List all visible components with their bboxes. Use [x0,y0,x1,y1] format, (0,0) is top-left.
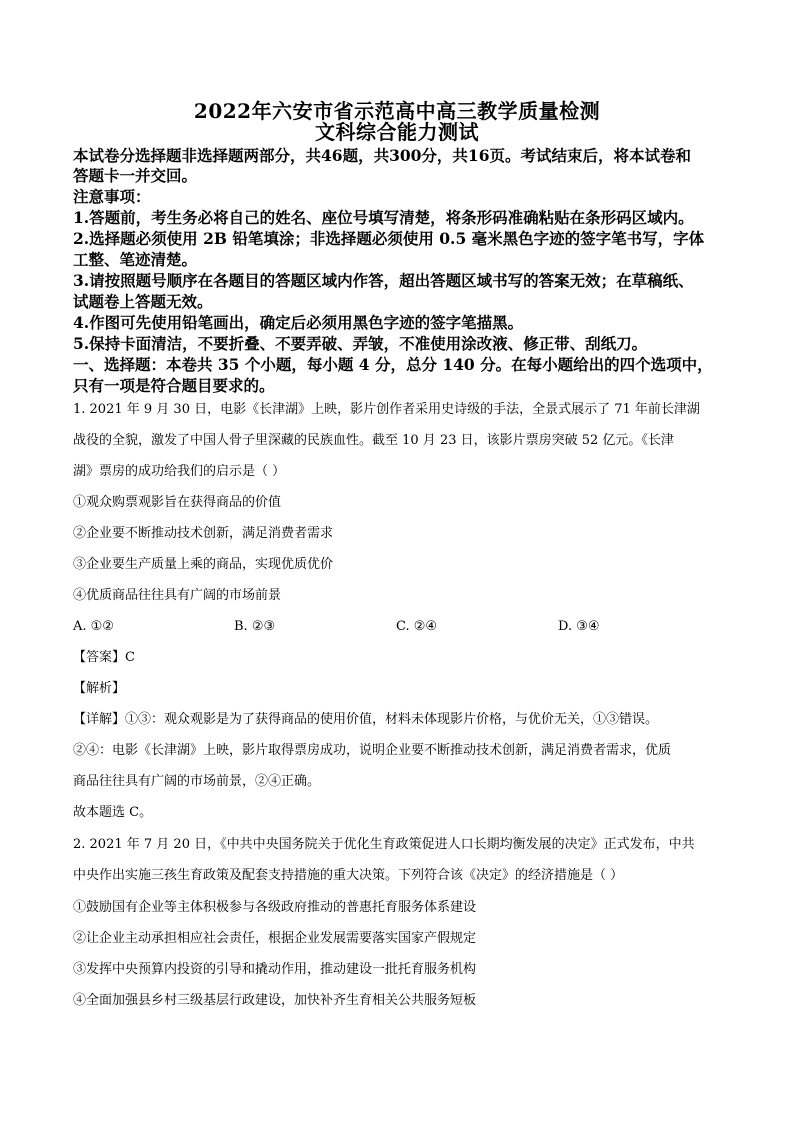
q1-item-3: ③企业要生产质量上乘的商品，实现优质优价 [73,557,334,572]
q1-detail-line-1 [73,710,733,730]
q1-answer [73,648,733,668]
q1-option-a: A. ①② [73,619,114,634]
q1-stem-line-3: 湖》票房的成功给我们的启示是（ ） [73,464,286,479]
detail-text-1: ①③：观众观影是为了获得商品的使用价值，材料未体现影片价格，与优价无关，①③错误。 [125,712,659,727]
q2-item-3: ③发挥中央预算内投资的引导和撬动作用，推动建设一批托育服务机构 [73,962,477,977]
note-3a: 3.请按照题号顺序在各题目的答题区域内作答，超出答题区域书写的答案无效；在草稿纸、 [73,271,694,290]
detail-tag: 【详解】 [73,712,126,727]
note-2a: 2.选择题必须使用 2B 铅笔填涂；非选择题必须使用 0.5 毫米黑色字迹的签字笔书写，字体 [73,229,705,248]
q2-item-4: ④全面加强县乡村三级基层行政建设，加快补齐生育相关公共服务短板 [73,993,477,1008]
q1-detail-line-3: 商品往往具有广阔的市场前景，②④正确。 [73,774,321,789]
q1-stem-line-1: 1. 2021 年 9 月 30 日，电影《长津湖》上映，影片创作者采用史诗级的手法，全景式展示了 71 年前长津湖 [73,402,700,417]
q1-item-4: ④优质商品往往具有广阔的市场前景 [73,588,282,603]
page-title: 2022年六安市省示范高中高三教学质量检测 [193,99,601,123]
answer-tag: 【答案】 [73,650,126,665]
q2-stem-line-2: 中央作出实施三孩生育政策及配套支持措施的重大决策。下列符合该《决定》的经济措施是（ ） [73,868,624,883]
page-subtitle: 文科综合能力测试 [315,120,479,144]
notes-heading: 注意事项： [73,187,151,206]
note-3b: 试题卷上答题无效。 [73,292,213,311]
note-1: 1.答题前，考生务必将自己的姓名、座位号填写清楚，将条形码准确粘贴在条形码区域内。 [73,208,694,227]
intro-line-1: 本试卷分选择题非选择题两部分，共46题，共300分，共16页。考试结束后，将本试卷和 [73,146,691,165]
q1-detail-line-2: ②④：电影《长津湖》上映，影片取得票房成功，说明企业要不断推动技术创新，满足消费者需求，优质 [73,743,672,758]
q2-item-2: ②让企业主动承担相应社会责任，根据企业发展需要落实国家产假规定 [73,931,477,946]
q1-item-2: ②企业要不断推动技术创新，满足消费者需求 [73,526,334,541]
note-5: 5.保持卡面清洁，不要折叠、不要弄破、弄皱，不准使用涂改液、修正带、刮纸刀。 [73,334,648,353]
q1-option-c: C. ②④ [396,619,438,634]
q1-option-d: D. ③④ [558,619,600,634]
q1-stem-line-2: 战役的全貌，激发了中国人骨子里深藏的民族血性。截至 10 月 23 日，该影片票房突破 52 亿元。《长津 [73,433,674,448]
note-2b: 工整、笔迹清楚。 [73,250,198,269]
answer-value: C [125,650,135,665]
q1-conclusion: 故本题选 C。 [73,805,153,820]
section-heading-2: 只有一项是符合题目要求的。 [73,376,275,395]
q2-stem-line-1: 2. 2021 年 7 月 20 日，《中共中央国务院关于优化生育政策促进人口长期均衡发展的决定》正式发布，中共 [73,837,695,852]
note-4: 4.作图可先使用铅笔画出，确定后必须用黑色字迹的签字笔描黑。 [73,313,524,332]
q1-item-1: ①观众购票观影旨在获得商品的价值 [73,495,282,510]
q1-analysis-tag: 【解析】 [73,681,126,696]
section-heading-1: 一、选择题：本卷共 35 个小题，每小题 4 分，总分 140 分。在每小题给出的四个选项中， [73,355,713,374]
q1-option-b: B. ②③ [234,619,276,634]
intro-line-2: 答题卡一并交回。 [73,166,198,185]
q2-item-1: ①鼓励国有企业等主体积极参与各级政府推动的普惠托育服务体系建设 [73,900,477,915]
